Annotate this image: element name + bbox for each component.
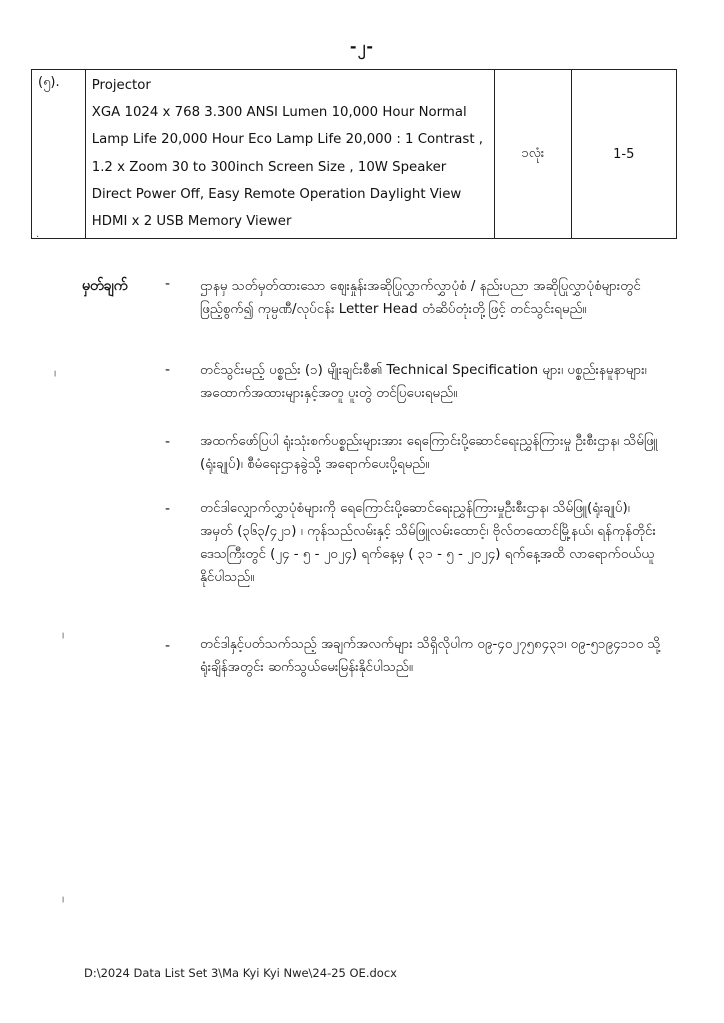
note-item: တင်ဒါလျှောက်လွှာပုံစံများကို ရေကြောင်းပို့ဆောင်ရေးညွှန်ကြားမှုဦးစီးဌာန၊ သိမ်ဖြူ(ရုံးချုပ်)၊ အမှတ် (၃၆၃/၄၂၁) ၊ ကုန်သည်လမ်းနှင့် သိမ်ဖြူလမ်းထောင့်၊ ဗိုလ်တထောင်မြို့နယ်၊ ရန်ကုန်တိုင်းဒေသကြီးတွင် (၂၄ - ၅ - ၂၀၂၄) ရက်နေ့မှ ( ၃၁ - ၅ - ၂၀၂၄) ရက်နေ့အထိ လာရောက်ဝယ်ယူနိုင်ပါသည်။ (200, 501, 656, 585)
note-item: တင်သွင်းမည့် ပစ္စည်း (၁) မျိုးချင်းစီ၏ Technical Specification များ၊ ပစ္စည်းနမူနာများ၊ အထောက်အထားများနှင့်အတူ ပူးတွဲ တင်ပြပေးရမည်။ (200, 363, 647, 401)
item-number: (၅). (38, 75, 60, 90)
notes-label: မှတ်ချက် (82, 278, 128, 294)
scan-speck: ╵ (60, 634, 67, 645)
scan-speck: ╵ (52, 372, 59, 383)
note-dash: - (165, 362, 171, 378)
note-dash: - (165, 434, 171, 450)
item-reference: 1-5 (613, 146, 635, 162)
table-row (32, 70, 677, 239)
note-dash: - (165, 638, 171, 654)
note-dash: - (165, 276, 171, 292)
specification-table (31, 69, 677, 239)
item-number-cell (32, 70, 86, 239)
note-dash: - (165, 501, 171, 517)
item-reference-cell (571, 70, 676, 239)
item-title: Projector (91, 78, 151, 93)
note-item: ဌာနမှ သတ်မှတ်ထားသော ဈေးနှုန်းအဆိုပြုလွှာက်လွှာပုံစံ / နည်းပညာ အဆိုပြုလွှာပုံစံများတွင် ဖြည့်စွက်၍ ကုမ္ပဏီ/လုပ်ငန်း Letter Head တံဆိပ်တုံးတို့ဖြင့် တင်သွင်းရမည်။ (200, 279, 641, 317)
page-number: -၂- (349, 37, 375, 56)
scan-speck: · (36, 232, 40, 243)
note-item: တင်ဒါနှင့်ပတ်သက်သည့် အချက်အလက်များ သိရှိလိုပါက ၀၉-၄၀၂၇၅၈၄၃၁၊ ၀၉-၅၁၉၄၁၁၀ သို့ ရုံးချိန်အတွင်း ဆက်သွယ်မေးမြန်းနိုင်ပါသည်။ (200, 637, 661, 675)
item-quantity: ၁လုံး (521, 145, 545, 161)
item-quantity-cell (495, 70, 571, 239)
scan-speck: ╵ (60, 898, 67, 909)
item-description: XGA 1024 x 768 3.300 ANSI Lumen 10,000 Hour Normal Lamp Life 20,000 Hour Eco Lamp Life 20,000 : 1 Contrast , 1.2 x Zoom 30 to 300inch Screen Size , 10W Speaker Direct Power Off, Easy Remote Operation Daylight View HDMI x 2 USB Memory Viewer (91, 105, 483, 230)
item-description-cell (85, 70, 494, 239)
note-item: အထက်ဖော်ပြပါ ရုံးသုံးစက်ပစ္စည်းများအား ရေကြောင်းပို့ဆောင်ရေးညွှန်ကြားမှု ဦးစီးဌာန၊ သိမ်ဖြူ (ရုံးချုပ်)၊ စီမံရေးဌာနခွဲသို့ အရောက်ပေးပို့ရမည်။ (200, 434, 658, 472)
footer-file-path: D:\2024 Data List Set 3\Ma Kyi Kyi Nwe\24-25 OE.docx (84, 966, 397, 980)
